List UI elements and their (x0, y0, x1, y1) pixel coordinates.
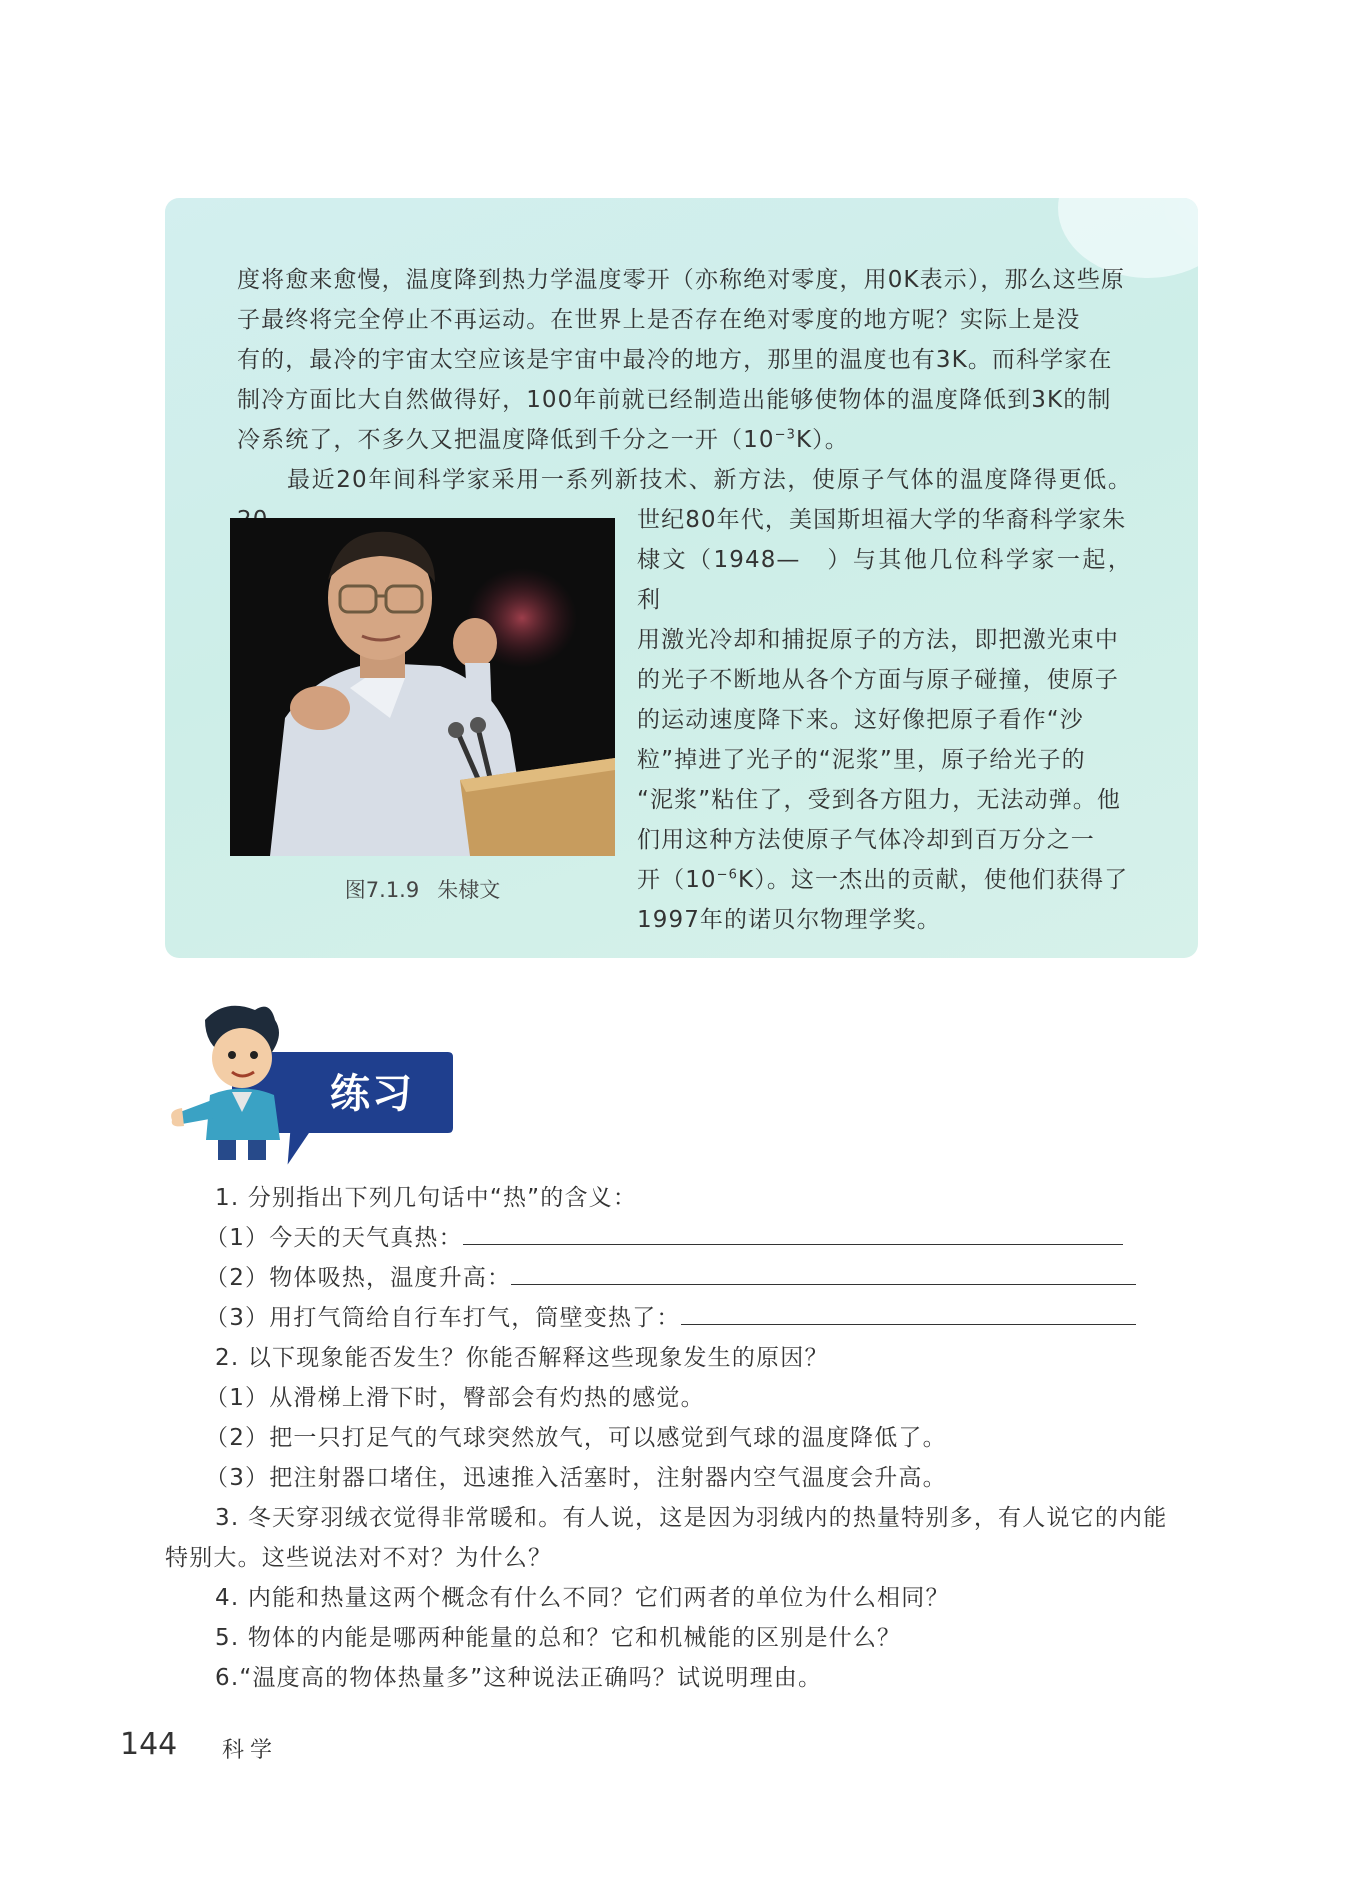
text-line: 世纪80年代，美国斯坦福大学的华裔科学家朱 (637, 507, 1127, 533)
figure-number: 图7.1.9 (344, 878, 420, 902)
question-3-line-1: 3. 冬天穿羽绒衣觉得非常暖和。有人说，这是因为羽绒内的热量特别多，有人说它的内能 (215, 1505, 1168, 1531)
subject-label: 科学 (222, 1738, 279, 1763)
question-1-3 (205, 1298, 1136, 1338)
question-5: 5. 物体的内能是哪两种能量的总和？它和机械能的区别是什么？ (215, 1625, 902, 1651)
question-4: 4. 内能和热量这两个概念有什么不同？它们两者的单位为什么相同？ (215, 1585, 950, 1611)
reading-paragraph-1 (237, 260, 1132, 460)
text-line: 度将愈来愈慢，温度降到热力学温度零开（亦称绝对零度，用0K表示），那么这些原 (237, 267, 1126, 293)
text-segment: 开（10 (637, 867, 717, 893)
page-number: 144 (120, 1727, 178, 1762)
question-2-2: （2）把一只打足气的气球突然放气，可以感觉到气球的温度降低了。 (205, 1425, 947, 1451)
question-2-3: （3）把注射器口堵住，迅速推入活塞时，注射器内空气温度会升高。 (205, 1465, 947, 1491)
text-segment: K）。 (795, 427, 849, 453)
exercise-header-mascot (170, 1000, 470, 1175)
question-text: （2）物体吸热，温度升高： (205, 1265, 512, 1291)
photo-steven-chu (230, 518, 615, 856)
text-line: 们用这种方法使原子气体冷却到百万分之一 (637, 827, 1095, 853)
question-1: 1. 分别指出下列几句话中“热”的含义： (215, 1185, 638, 1211)
text-line: 用激光冷却和捕捉原子的方法，即把激光束中 (637, 627, 1119, 653)
text-segment: 冷系统了，不多久又把温度降低到千分之一开（10 (237, 427, 775, 453)
text-line: 制冷方面比大自然做得好，100年前就已经制造出能够使物体的温度降低到3K的制 (237, 387, 1112, 413)
text-line: “泥浆”粘住了，受到各方阻力，无法动弹。他 (637, 787, 1121, 813)
text-line: 有的，最冷的宇宙太空应该是宇宙中最冷的地方，那里的温度也有3K。而科学家在 (237, 347, 1113, 373)
text-line (637, 860, 1132, 900)
text-line: 棣文（1948— ）与其他几位科学家一起，利 (637, 547, 1132, 613)
exercise-title: 练习 (330, 1071, 414, 1117)
question-6: 6.“温度高的物体热量多”这种说法正确吗？试说明理由。 (215, 1665, 823, 1691)
answer-blank[interactable] (681, 1298, 1136, 1325)
text-line (237, 420, 1132, 460)
question-text: （3）用打气筒给自行车打气，筒壁变热了： (205, 1305, 681, 1331)
question-text: （1）今天的天气真热： (205, 1225, 463, 1251)
reading-paragraph-2-body (637, 500, 1132, 940)
answer-blank[interactable] (511, 1258, 1136, 1285)
text-line: 的光子不断地从各个方面与原子碰撞，使原子 (637, 667, 1119, 693)
text-segment: K）。这一杰出的贡献，使他们获得了 (738, 867, 1129, 893)
answer-blank[interactable] (463, 1218, 1123, 1245)
text-line: 粒”掉进了光子的“泥浆”里，原子给光子的 (637, 747, 1086, 773)
reading-box (165, 198, 1198, 958)
figure-name: 朱棣文 (437, 878, 501, 902)
figure-caption (230, 874, 615, 904)
text-line: 的运动速度降下来。这好像把原子看作“沙 (637, 707, 1084, 733)
text-line: 子最终将完全停止不再运动。在世界上是否存在绝对零度的地方呢？实际上是没 (237, 307, 1081, 333)
text-line: 1997年的诺贝尔物理学奖。 (637, 907, 941, 933)
reading-paragraph-2-first-line: 最近20年间科学家采用一系列新技术、新方法，使原子气体的温度降得更低。 (287, 467, 1132, 493)
question-2-1: （1）从滑梯上滑下时，臀部会有灼热的感觉。 (205, 1385, 705, 1411)
exponent: −3 (774, 427, 796, 443)
question-3-line-2: 特别大。这些说法对不对？为什么？ (165, 1545, 553, 1571)
portrait-illustration (230, 518, 615, 856)
exponent: −6 (716, 867, 739, 883)
question-1-1 (205, 1218, 1123, 1258)
question-2: 2. 以下现象能否发生？你能否解释这些现象发生的原因？ (215, 1345, 829, 1371)
question-1-2 (205, 1258, 1136, 1298)
